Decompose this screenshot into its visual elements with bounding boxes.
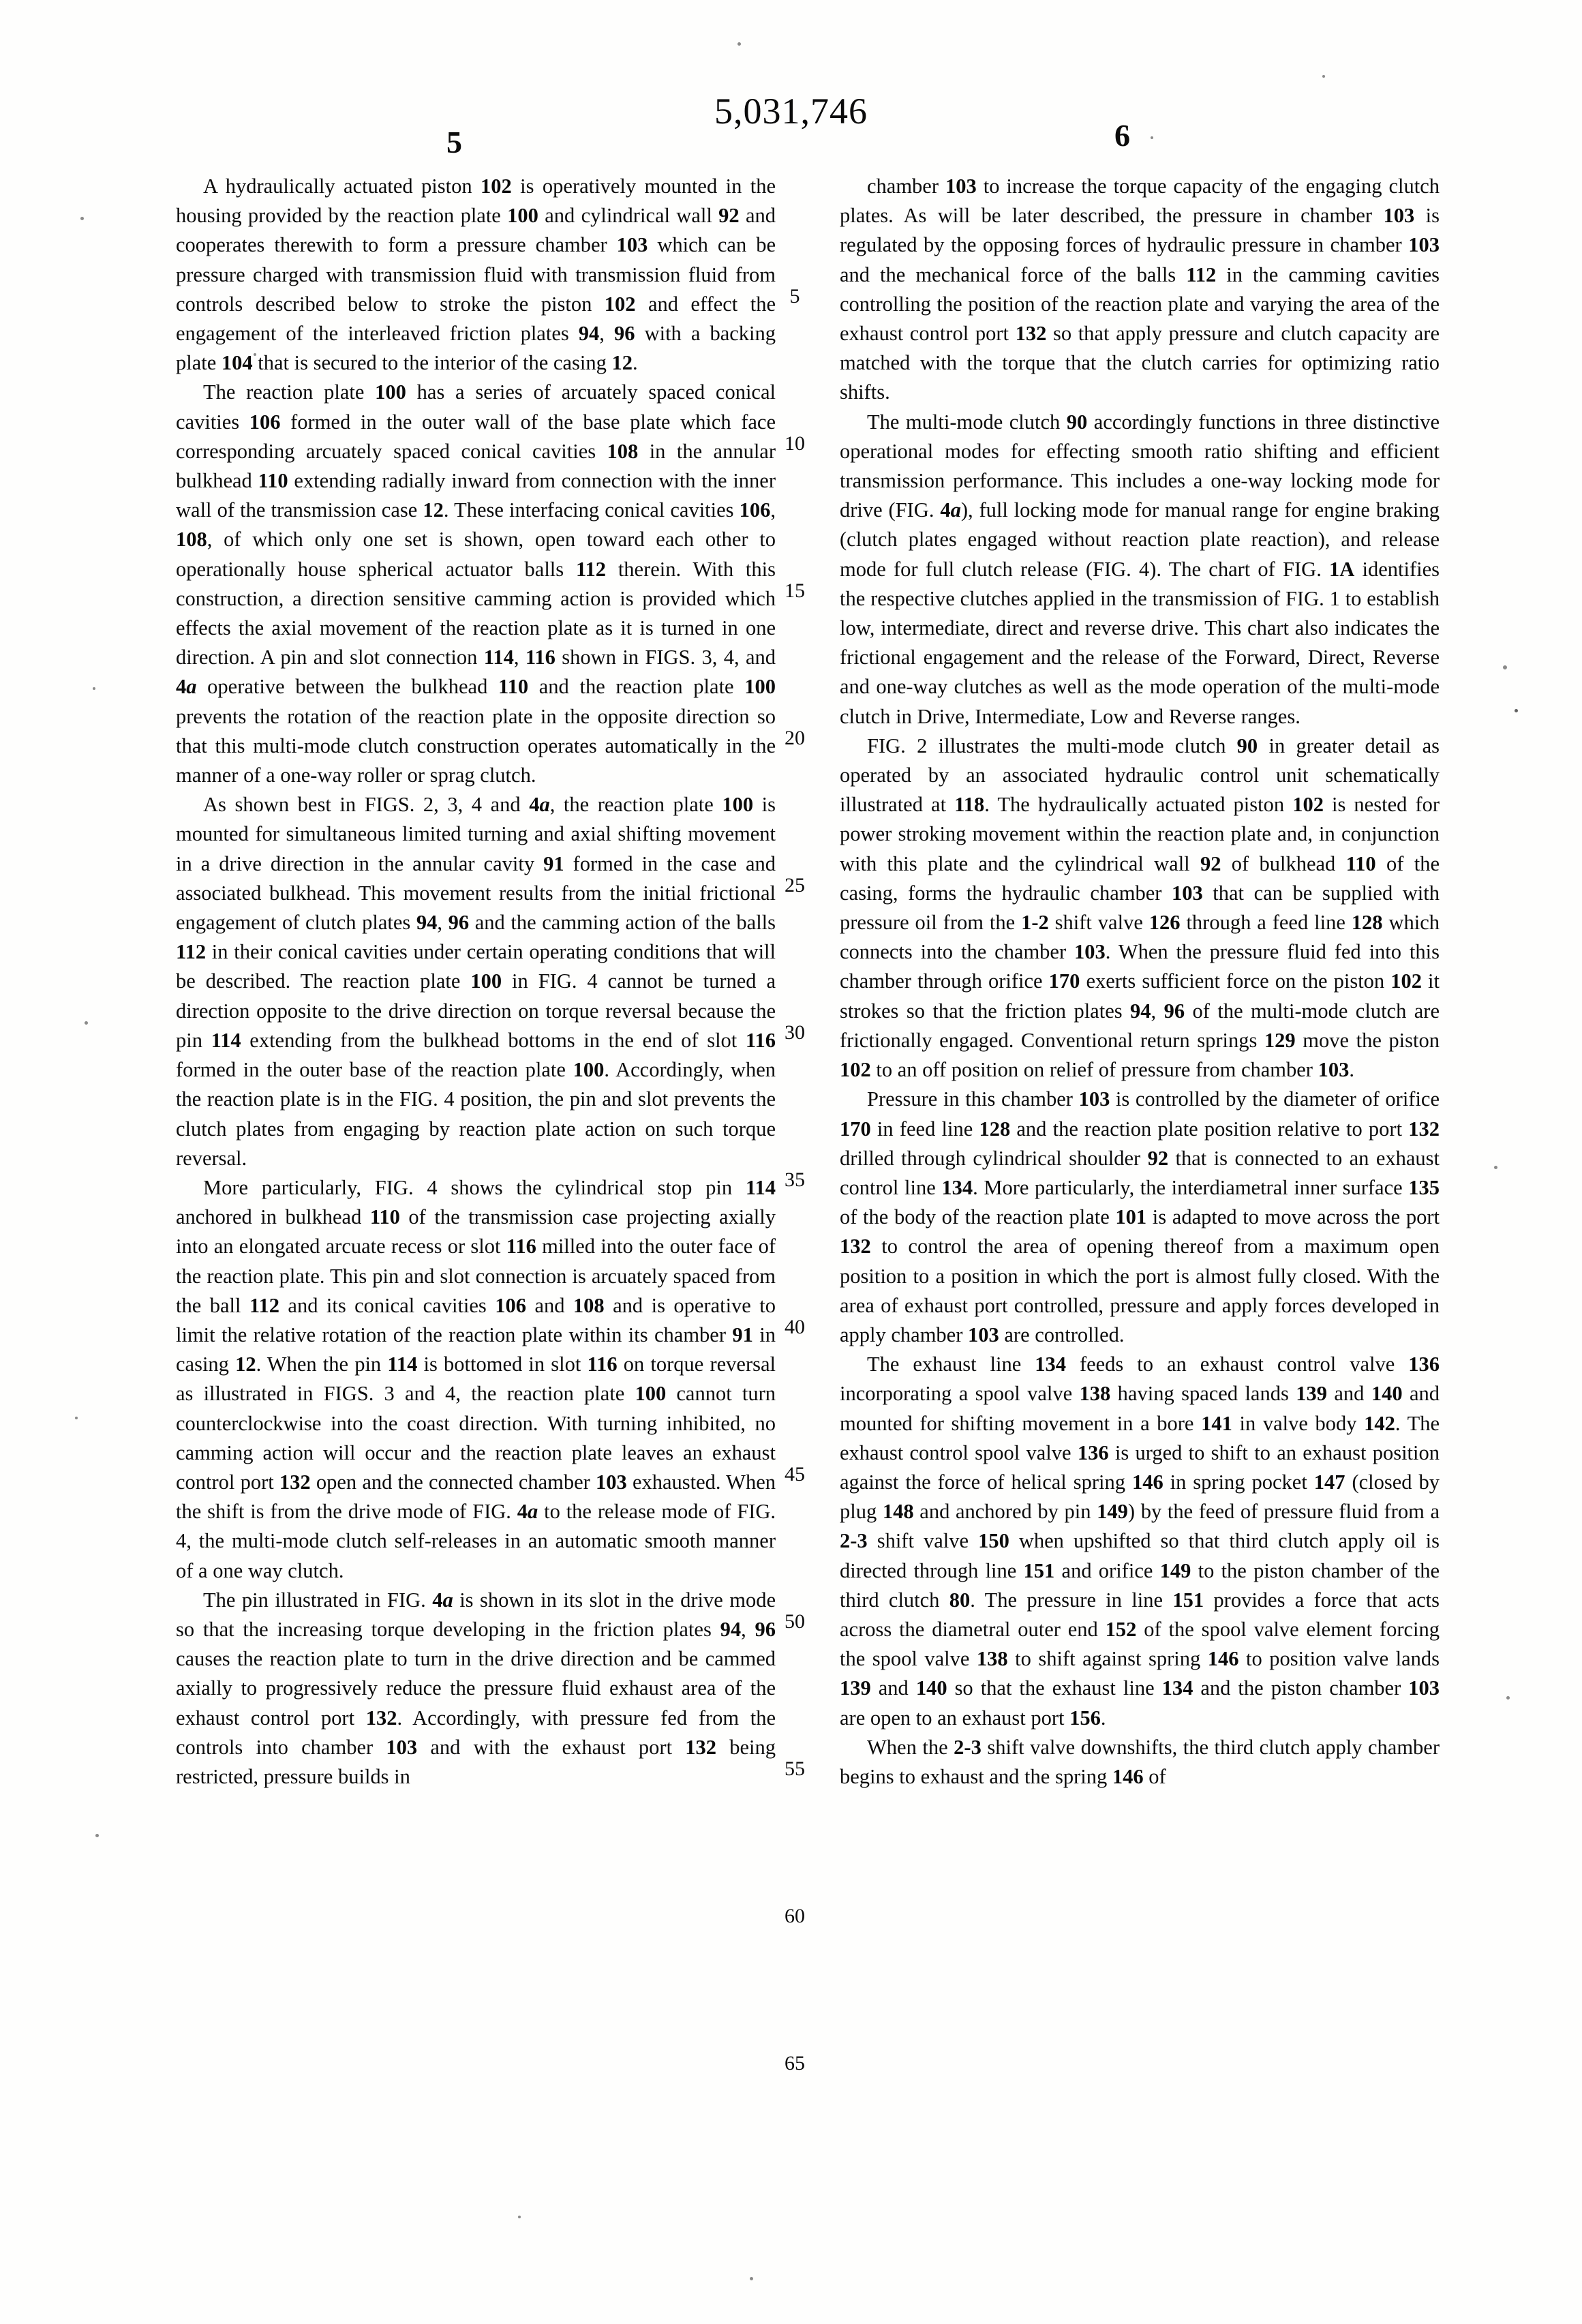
column-right <box>840 172 1440 1792</box>
scan-speck <box>80 217 84 220</box>
paragraph: A hydraulically actuated piston 102 is operatively mounted in the housing provided by the reaction plate 100 and cylindrical wall 92 and cooperates therewith to form a pressure chamber 103 which can be pressure charged with transmission fluid with transmission fluid from controls described below to stroke the piston 102 and effect the engagement of the interleaved friction plates 94, 96 with a backing plate 104 that is secured to the interior of the casing 12. <box>176 175 776 375</box>
paragraph: The reaction plate 100 has a series of arcuately spaced conical cavities 106 formed in the outer wall of the base plate which face corresponding arcuately spaced conical cavities 108 in the annular bulkhead 110 extending radially inward from connection with the inner wall of the transmission case 12. These interfacing conical cavities 106, 108, of which only one set is shown, open toward each other to operationally house spherical actuator balls 112 therein. With this construction, a direction sensitive camming action is provided which effects the axial movement of the reaction plate as it is turned in one direction. A pin and slot connection 114, 116 shown in FIGS. 3, 4, and 4a operative between the bulkhead 110 and the reaction plate 100 prevents the rotation of the reaction plate in the opposite direction so that this multi-mode clutch construction operates automatically in the manner of a one-way roller or sprag clutch. <box>176 380 776 787</box>
scan-speck <box>95 1834 99 1837</box>
scan-speck <box>1494 1166 1497 1169</box>
paragraph: FIG. 2 illustrates the multi-mode clutch 90 in greater detail as operated by an associated hydraulic control unit schematically illustrated at 118. The hydraulically actuated piston 102 is nested for power stroking movement within the reaction plate and, in conjunction with this plate and the cylindrical wall 92 of bulkhead 110 of the casing, forms the hydraulic chamber 103 that can be supplied with pressure oil from the 1-2 shift valve 126 through a feed line 128 which connects into the chamber 103. When the pressure fluid fed into this chamber through orifice 170 exerts sufficient force on the piston 102 it strokes so that the friction plates 94, 96 of the multi-mode clutch are frictionally engaged. Conventional return springs 129 move the piston 102 to an off position on relief of pressure from chamber 103. <box>840 734 1440 1082</box>
scan-speck <box>1506 1696 1510 1700</box>
paragraph: The multi-mode clutch 90 accordingly functions in three distinctive operational modes for effecting smooth ratio shifting and efficient transmission performance. This includes a one-way locking mode for drive (FIG. 4a), full locking mode for manual range for engine braking (clutch plates engaged without reaction plate reaction), and release mode for full clutch release (FIG. 4). The chart of FIG. 1A identifies the respective clutches applied in the transmission of FIG. 1 to establish low, intermediate, direct and reverse drive. This chart also indicates the frictional engagement and the release of the Forward, Direct, Reverse and one-way clutches as well as the mode operation of the multi-mode clutch in Drive, Intermediate, Low and Reverse ranges. <box>840 410 1440 728</box>
column-number-right: 6 <box>1114 118 1130 153</box>
line-number: 40 <box>785 1316 805 1338</box>
line-number: 25 <box>785 874 805 896</box>
line-number: 55 <box>785 1757 805 1780</box>
line-number: 45 <box>785 1463 805 1485</box>
paragraph: The exhaust line 134 feeds to an exhaust control valve 136 incorporating a spool valve 138 having spaced lands 139 and 140 and mounted for shifting movement in a bore 141 in valve body 142. The exhaust control spool valve 136 is urged to shift to an exhaust position against the force of helical spring 146 in spring pocket 147 (closed by plug 148 and anchored by pin 149) by the feed of pressure fluid from a 2-3 shift valve 150 when upshifted so that third clutch apply oil is directed through line 151 and orifice 149 to the piston chamber of the third clutch 80. The pressure in line 151 provides a force that acts across the diametral outer end 152 of the spool valve element forcing the spool valve 138 to shift against spring 146 to position valve lands 139 and 140 so that the exhaust line 134 and the piston chamber 103 are open to an exhaust port 156. <box>840 1353 1440 1730</box>
paragraph: When the 2-3 shift valve downshifts, the third clutch apply chamber begins to exhaust and the spring 146 of <box>840 1735 1440 1788</box>
paragraph: More particularly, FIG. 4 shows the cylindrical stop pin 114 anchored in bulkhead 110 of the transmission case projecting axially into an elongated arcuate recess or slot 116 milled into the outer face of the reaction plate. This pin and slot connection is arcuately spaced from the ball 112 and its conical cavities 106 and 108 and is operative to limit the relative rotation of the reaction plate within its chamber 91 in casing 12. When the pin 114 is bottomed in slot 116 on torque reversal as illustrated in FIGS. 3 and 4, the reaction plate 100 cannot turn counterclockwise into the coast direction. With turning inhibited, no camming action will occur and the reaction plate leaves an exhaust control port 132 open and the connected chamber 103 exhausted. When the shift is from the drive mode of FIG. 4a to the release mode of FIG. 4, the multi-mode clutch self-releases in an automatic smooth manner of a one way clutch. <box>176 1175 776 1582</box>
line-number: 65 <box>785 2052 805 2074</box>
line-number: 5 <box>789 285 800 307</box>
scan-speck <box>1322 75 1325 78</box>
paragraph: chamber 103 to increase the torque capacity of the engaging clutch plates. As will be later described, the pressure in chamber 103 is regulated by the opposing forces of hydraulic pressure in chamber 103 and the mechanical force of the balls 112 in the camming cavities controlling the position of the reaction plate and varying the area of the exhaust control port 132 so that apply pressure and clutch capacity are matched with the torque that the clutch carries for optimizing ratio shifts. <box>840 175 1440 404</box>
line-number: 15 <box>785 579 805 602</box>
scan-speck <box>85 1021 88 1025</box>
paragraph: Pressure in this chamber 103 is controlled by the diameter of orifice 170 in feed line 128 and the reaction plate position relative to port 132 drilled through cylindrical shoulder 92 that is connected to an exhaust control line 134. More particularly, the interdiametral inner surface 135 of the body of the reaction plate 101 is adapted to move across the port 132 to control the area of opening thereof from a maximum open position to a position in which the port is almost fully closed. With the area of exhaust port controlled, pressure and apply forces developed in apply chamber 103 are controlled. <box>840 1087 1440 1346</box>
scan-speck <box>93 687 95 690</box>
line-number: 30 <box>785 1021 805 1044</box>
line-number: 50 <box>785 1610 805 1633</box>
paragraph: The pin illustrated in FIG. 4a is shown in its slot in the drive mode so that the increasing torque developing in the friction plates 94, 96 causes the reaction plate to turn in the drive direction and be cammed axially to progressively reduce the pressure fluid exhaust area of the exhaust control port 132. Accordingly, with pressure fed from the controls into chamber 103 and with the exhaust port 132 being restricted, pressure builds in <box>176 1588 776 1788</box>
patent-number: 5,031,746 <box>714 91 868 132</box>
scan-speck <box>750 2277 753 2280</box>
margin-dot <box>1515 709 1518 712</box>
scan-speck <box>1151 136 1153 139</box>
paragraph: As shown best in FIGS. 2, 3, 4 and 4a, the reaction plate 100 is mounted for simultaneous limited turning and axial shifting movement in a drive direction in the annular cavity 91 formed in the case and associated bulkhead. This movement results from the initial frictional engagement of clutch plates 94, 96 and the camming action of the balls 112 in their conical cavities under certain operating conditions that will be described. The reaction plate 100 in FIG. 4 cannot be turned a direction opposite to the drive direction on torque reversal because the pin 114 extending from the bulkhead bottoms in the end of slot 116 formed in the outer base of the reaction plate 100. Accordingly, when the reaction plate is in the FIG. 4 position, the pin and slot prevents the clutch plates from engaging by reaction plate action on such torque reversal. <box>176 793 776 1170</box>
scan-speck <box>737 42 741 46</box>
column-number-left: 5 <box>446 125 462 160</box>
scan-speck <box>518 2216 521 2218</box>
scan-speck <box>1503 665 1507 669</box>
scan-speck <box>75 1417 78 1419</box>
line-number: 35 <box>785 1168 805 1191</box>
column-left <box>176 172 776 1792</box>
line-number: 20 <box>785 727 805 749</box>
line-number: 60 <box>785 1905 805 1927</box>
line-number: 10 <box>785 432 805 455</box>
